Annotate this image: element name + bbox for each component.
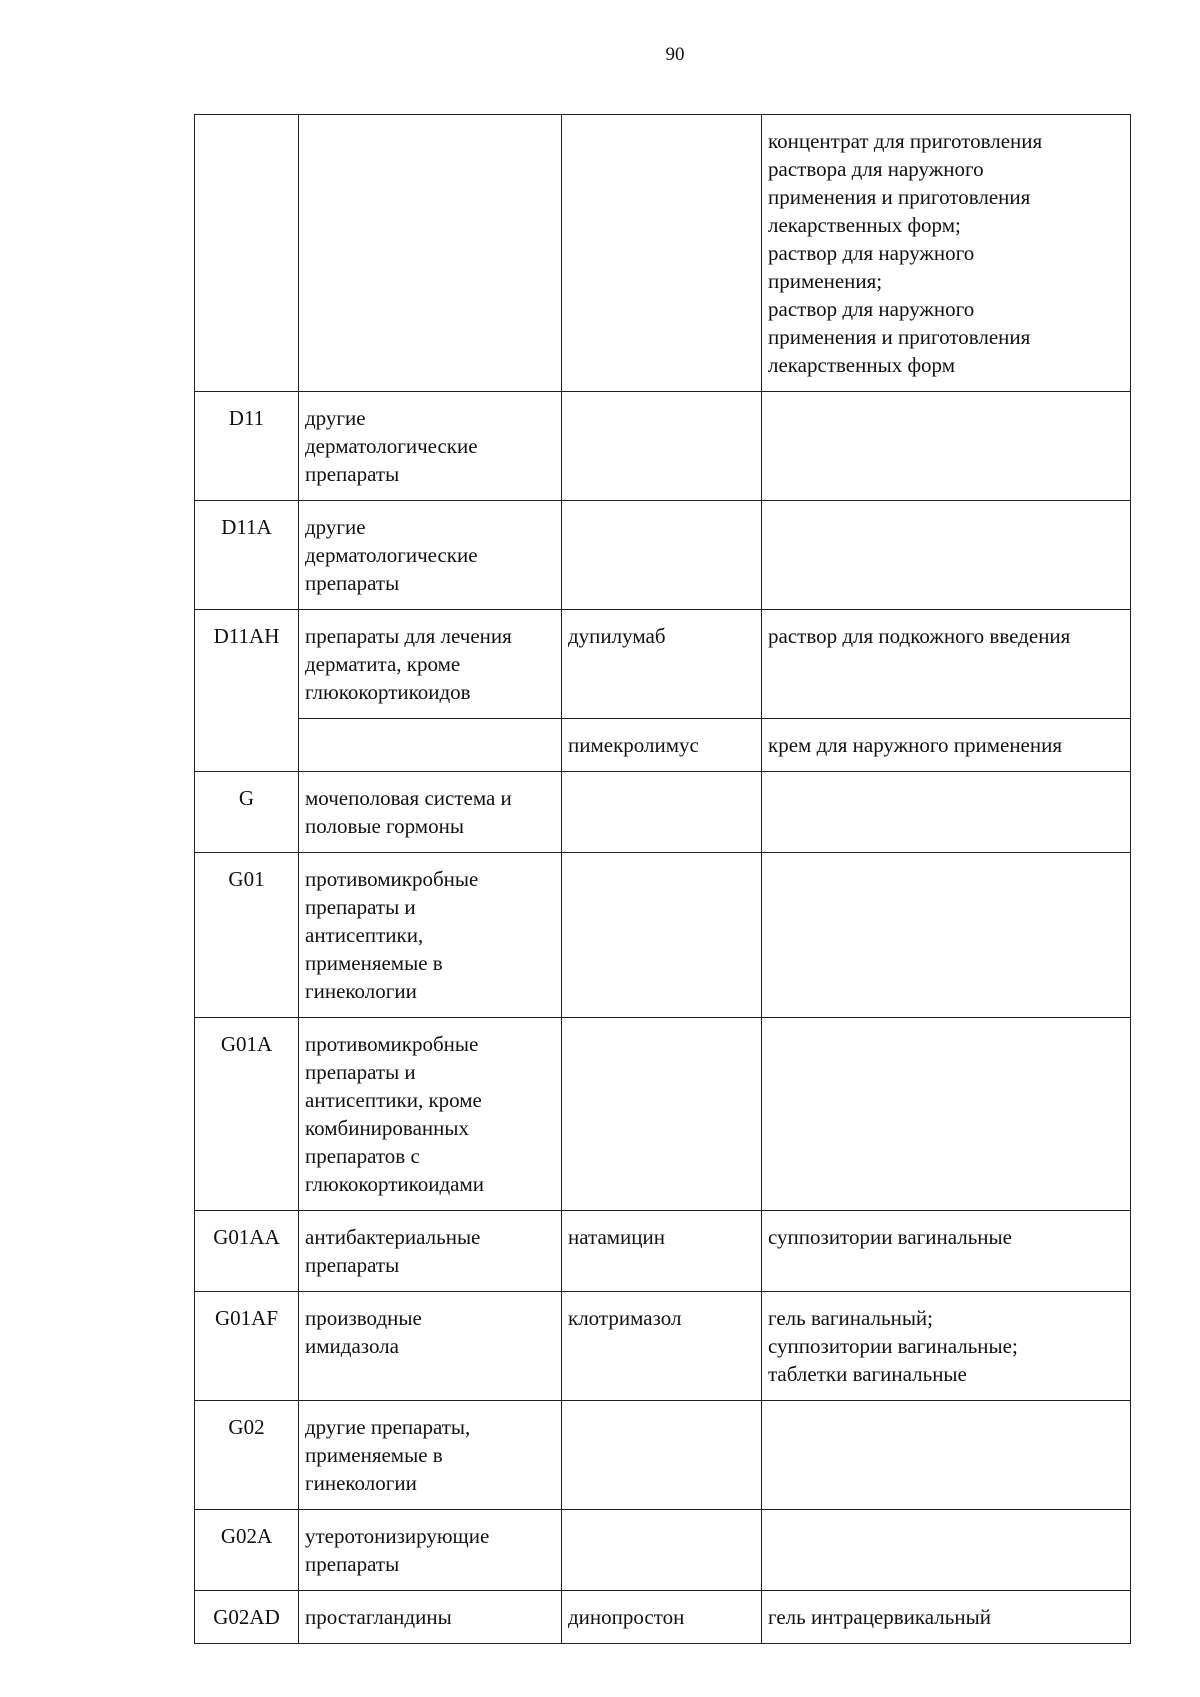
inn-cell [562, 392, 762, 501]
group-cell: противомикробные препараты и антисептики, кроме комбинированных препаратов с глюкокортикоидами [299, 1018, 562, 1211]
table-row [195, 1591, 1131, 1644]
group-cell: утеротонизирующие препараты [299, 1510, 562, 1591]
table-row [195, 719, 1131, 772]
atc-code-cell: D11AH [195, 610, 299, 772]
table-row [195, 1510, 1131, 1591]
inn-cell [562, 1510, 762, 1591]
group-cell [299, 115, 562, 392]
atc-code-cell: G01AA [195, 1211, 299, 1292]
atc-code-cell: G01 [195, 853, 299, 1018]
inn-cell: дупилумаб [562, 610, 762, 719]
group-cell: производные имидазола [299, 1292, 562, 1401]
atc-code-cell: G02 [195, 1401, 299, 1510]
inn-cell: пимекролимус [562, 719, 762, 772]
table-row [195, 501, 1131, 610]
group-cell [299, 719, 562, 772]
group-cell: антибактериальные препараты [299, 1211, 562, 1292]
page-number: 90 [665, 44, 685, 65]
table-row [195, 853, 1131, 1018]
dosage-form-cell: гель интрацервикальный [762, 1591, 1131, 1644]
table-row [195, 610, 1131, 719]
dosage-form-cell [762, 772, 1131, 853]
atc-code-cell: D11A [195, 501, 299, 610]
dosage-form-cell [762, 853, 1131, 1018]
atc-code-cell [195, 115, 299, 392]
inn-cell: динопростон [562, 1591, 762, 1644]
atc-code-cell: G02A [195, 1510, 299, 1591]
table-row [195, 115, 1131, 392]
table-row [195, 1401, 1131, 1510]
table-row [195, 1292, 1131, 1401]
atc-code-cell: G02AD [195, 1591, 299, 1644]
dosage-form-cell [762, 1510, 1131, 1591]
inn-cell: клотримазол [562, 1292, 762, 1401]
group-cell: другие дерматологические препараты [299, 501, 562, 610]
inn-cell [562, 1401, 762, 1510]
atc-code-cell: G01AF [195, 1292, 299, 1401]
inn-cell [562, 1018, 762, 1211]
group-cell: препараты для лечения дерматита, кроме глюкокортикоидов [299, 610, 562, 719]
atc-code-cell: G01A [195, 1018, 299, 1211]
group-cell: противомикробные препараты и антисептики, применяемые в гинекологии [299, 853, 562, 1018]
inn-cell [562, 853, 762, 1018]
table-row [195, 1211, 1131, 1292]
dosage-form-cell: раствор для подкожного введения [762, 610, 1131, 719]
inn-cell [562, 772, 762, 853]
dosage-form-cell [762, 1401, 1131, 1510]
inn-cell [562, 501, 762, 610]
table-row [195, 392, 1131, 501]
group-cell: другие дерматологические препараты [299, 392, 562, 501]
group-cell: другие препараты, применяемые в гинекологии [299, 1401, 562, 1510]
inn-cell: натамицин [562, 1211, 762, 1292]
dosage-form-cell [762, 1018, 1131, 1211]
atc-code-cell: D11 [195, 392, 299, 501]
group-cell: простагландины [299, 1591, 562, 1644]
dosage-form-cell: суппозитории вагинальные [762, 1211, 1131, 1292]
table-row [195, 1018, 1131, 1211]
dosage-form-cell: гель вагинальный; суппозитории вагинальные; таблетки вагинальные [762, 1292, 1131, 1401]
dosage-form-cell: крем для наружного применения [762, 719, 1131, 772]
table-row [195, 772, 1131, 853]
group-cell: мочеполовая система и половые гормоны [299, 772, 562, 853]
dosage-form-cell: концентрат для приготовления раствора для наружного применения и приготовления лекарственных форм; раствор для наружного применения; раствор для наружного применения и приготовления лекарственных форм [762, 115, 1131, 392]
inn-cell [562, 115, 762, 392]
drug-table [194, 114, 1131, 1644]
atc-code-cell: G [195, 772, 299, 853]
dosage-form-cell [762, 501, 1131, 610]
dosage-form-cell [762, 392, 1131, 501]
